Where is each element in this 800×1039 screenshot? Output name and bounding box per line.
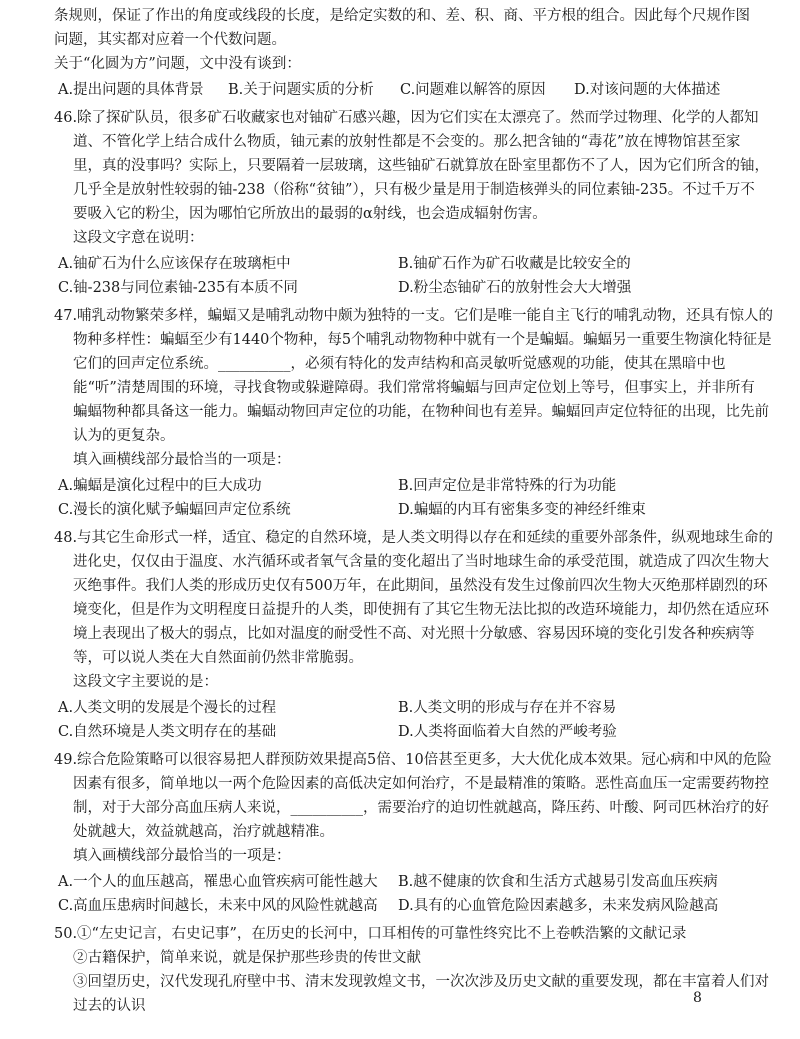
passage-line: 条规则，保证了作出的角度或线段的长度，是给定实数的和、差、积、商、平方根的组合。因此每个尺规作图 xyxy=(54,8,750,24)
passage-line: 问题，其实都对应着一个代数问题。 xyxy=(54,32,286,48)
option-a[interactable]: A.铀矿石为什么应该保存在玻璃柜中 xyxy=(58,256,291,272)
option-b[interactable]: B.越不健康的饮食和生活方式越易引发高血压疾病 xyxy=(398,874,718,890)
question-prompt: 填入画横线部分最恰当的一项是： xyxy=(73,452,291,468)
passage-line: 蝙蝠物种都具备这一能力。蝙蝠动物回声定位的功能，在物种间也有差异。蝙蝠回声定位特征的出现，比先前 xyxy=(73,404,769,420)
passage-line: 要吸入它的粉尘，因为哪怕它所放出的最弱的α射线，也会造成辐射伤害。 xyxy=(73,206,547,222)
option-a[interactable]: A.提出问题的具体背景 xyxy=(58,82,204,98)
option-d[interactable]: D.对该问题的大体描述 xyxy=(574,82,721,98)
option-c[interactable]: C.自然环境是人类文明存在的基础 xyxy=(58,724,277,740)
passage-line: 47.哺乳动物繁荣多样，蝙蝠又是哺乳动物中颇为独特的一支。它们是唯一能自主飞行的哺乳动物，还具有惊人的 xyxy=(54,308,774,324)
passage-line: 能“听”清楚周围的环境，寻找食物或躲避障碍。我们常常将蝙蝠与回声定位划上等号，但事实上，并非所有 xyxy=(73,380,755,396)
passage-line: 物种多样性：蝙蝠至少有1440个物种，每5个哺乳动物物种中就有一个是蝙蝠。蝙蝠另一重要生物演化特征是 xyxy=(73,332,772,348)
passage-line: 因素有很多，简单地以一两个危险因素的高低决定如何治疗，不是最精准的策略。恶性高血压一定需要药物控 xyxy=(73,776,769,792)
passage-line: 50.①“左史记言，右史记事”，在历史的长河中，口耳相传的可靠性终究比不上卷帙浩繁的文献记录 xyxy=(54,926,687,942)
passage-line: 道、不管化学上结合成什么物质，铀元素的放射性都是不会变的。那么把含铀的“毒花”放在博物馆甚至家 xyxy=(73,134,741,150)
question-47 xyxy=(54,304,774,522)
page-number: 8 xyxy=(693,990,702,1006)
passage-line: 49.综合危险策略可以很容易把人群预防效果提高5倍、10倍甚至更多，大大优化成本效果。冠心病和中风的危险 xyxy=(54,752,772,768)
option-c[interactable]: C.漫长的演化赋予蝙蝠回声定位系统 xyxy=(58,502,291,518)
option-d[interactable]: D.人类将面临着大自然的严峻考验 xyxy=(398,724,617,740)
option-a[interactable]: A.一个人的血压越高，罹患心血管疾病可能性越大 xyxy=(58,874,378,890)
passage-line: 进化史，仅仅由于温度、水汽循环或者氧气含量的变化超出了当时地球生命的承受范围，就造成了四次生物大 xyxy=(73,554,769,570)
question-49 xyxy=(54,748,772,918)
passage-line: 处就越大，效益就越高，治疗就越精准。 xyxy=(73,824,334,840)
passage-line: ③回望历史，汉代发现孔府壁中书、清末发现敦煌文书，一次次涉及历史文献的重要发现，都在丰富着人们对 xyxy=(73,974,769,990)
options-grid xyxy=(54,474,766,522)
option-c[interactable]: C.铀-238与同位素铀-235有本质不同 xyxy=(58,280,298,296)
passage-line: 几乎全是放射性较弱的铀-238（俗称“贫铀”），只有极少量是用于制造核弹头的同位素铀-235。不过千万不 xyxy=(73,182,755,198)
option-a[interactable]: A.人类文明的发展是个漫长的过程 xyxy=(58,700,277,716)
question-46 xyxy=(54,106,769,300)
question-prompt: 填入画横线部分最恰当的一项是： xyxy=(73,848,291,864)
option-c[interactable]: C.高血压患病时间越长，未来中风的风险性就越高 xyxy=(58,898,378,914)
passage-line: 48.与其它生命形式一样，适宜、稳定的自然环境，是人类文明得以存在和延续的重要外部条件，纵观地球生命的 xyxy=(54,530,774,546)
passage-line: 认为的更复杂。 xyxy=(73,428,175,444)
option-d[interactable]: D.粉尘态铀矿石的放射性会大大增强 xyxy=(398,280,632,296)
passage-line: 它们的回声定位系统。__________，必须有特化的发声结构和高灵敏听觉感观的功能，使其在黑暗中也 xyxy=(73,356,726,372)
option-b[interactable]: B.铀矿石作为矿石收藏是比较安全的 xyxy=(398,256,631,272)
options-grid xyxy=(54,870,766,918)
passage-line: 境上表现出了极大的弱点，比如对温度的耐受性不高、对光照十分敏感、容易因环境的变化引发各种疾病等 xyxy=(73,626,755,642)
option-c[interactable]: C.问题难以解答的原因 xyxy=(400,82,546,98)
option-a[interactable]: A.蝙蝠是演化过程中的巨大成功 xyxy=(58,478,262,494)
passage-line: 境变化，但是作为文明程度日益提升的人类，即使拥有了其它生物无法比拟的改造环境能力，却仍然在适应环 xyxy=(73,602,769,618)
option-d[interactable]: D.具有的心血管危险因素越多，未来发病风险越高 xyxy=(398,898,719,914)
passage-line: 过去的认识 xyxy=(73,998,146,1014)
passage-line: 制，对于大部分高血压病人来说，__________，需要治疗的迫切性就越高，降压药、叶酸、阿司匹林治疗的好 xyxy=(73,800,769,816)
options-grid xyxy=(54,696,766,744)
question-prompt: 关于“化圆为方”问题，文中没有谈到： xyxy=(54,56,301,72)
passage-line: 灭绝事件。我们人类的形成历史仅有500万年，在此期间，虽然没有发生过像前四次生物大灭绝那样剧烈的环 xyxy=(73,578,768,594)
question-50 xyxy=(54,922,769,1018)
option-d[interactable]: D.蝙蝠的内耳有密集多变的神经纤维束 xyxy=(398,502,646,518)
exam-page xyxy=(54,4,774,1018)
passage-line: 46.除了探矿队员，很多矿石收藏家也对铀矿石感兴趣，因为它们实在太漂亮了。然而学过物理、化学的人都知 xyxy=(54,110,759,126)
options-row xyxy=(54,78,766,102)
options-grid xyxy=(54,252,766,300)
option-b[interactable]: B.关于问题实质的分析 xyxy=(228,82,374,98)
passage-line: ②古籍保护，简单来说，就是保护那些珍贵的传世文献 xyxy=(73,950,421,966)
option-b[interactable]: B.回声定位是非常特殊的行为功能 xyxy=(398,478,617,494)
question-48 xyxy=(54,526,774,744)
question-prompt: 这段文字主要说的是： xyxy=(73,674,218,690)
passage-line: 里，真的没事吗？实际上，只要隔着一层玻璃，这些铀矿石就算放在卧室里都伤不了人，因为它们所含的铀， xyxy=(73,158,769,174)
option-b[interactable]: B.人类文明的形成与存在并不容易 xyxy=(398,700,617,716)
passage-line: 等，可以说人类在大自然面前仍然非常脆弱。 xyxy=(73,650,363,666)
prev-question xyxy=(54,4,766,102)
question-prompt: 这段文字意在说明： xyxy=(73,230,204,246)
